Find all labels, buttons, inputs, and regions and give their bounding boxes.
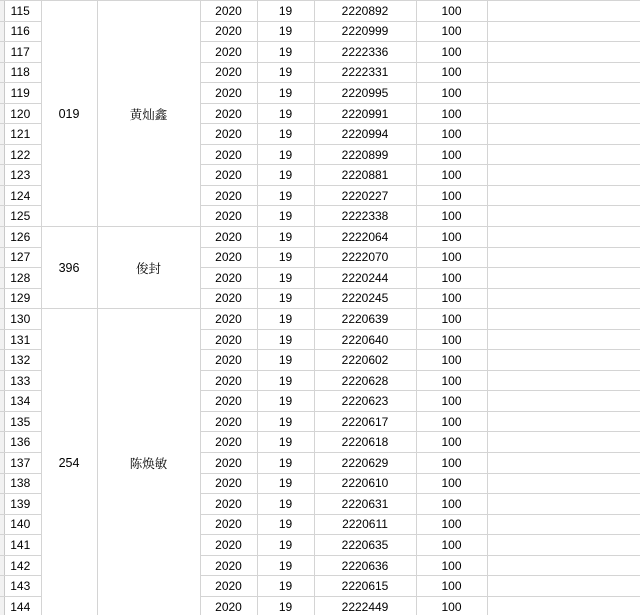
grade-cell[interactable]: 19: [257, 124, 314, 145]
empty-cell[interactable]: [487, 596, 640, 615]
score-cell[interactable]: 100: [416, 185, 487, 206]
grade-cell[interactable]: 19: [257, 42, 314, 63]
row-number-cell[interactable]: 122: [0, 144, 41, 165]
id-cell[interactable]: 2220991: [314, 103, 416, 124]
row-number-cell[interactable]: 123: [0, 165, 41, 186]
grade-cell[interactable]: 19: [257, 494, 314, 515]
score-cell[interactable]: 100: [416, 453, 487, 474]
grade-cell[interactable]: 19: [257, 144, 314, 165]
row-number-cell[interactable]: 116: [0, 21, 41, 42]
empty-cell[interactable]: [487, 268, 640, 289]
id-cell[interactable]: 2220610: [314, 473, 416, 494]
empty-cell[interactable]: [487, 247, 640, 268]
grade-cell[interactable]: 19: [257, 103, 314, 124]
table-row: [0, 227, 640, 248]
id-cell[interactable]: 2220623: [314, 391, 416, 412]
id-cell[interactable]: 2220227: [314, 185, 416, 206]
empty-cell[interactable]: [487, 494, 640, 515]
empty-cell[interactable]: [487, 329, 640, 350]
group-name-cell[interactable]: 陈焕敏: [97, 309, 200, 615]
row-number-cell[interactable]: 128: [0, 268, 41, 289]
id-cell[interactable]: 2220245: [314, 288, 416, 309]
score-cell[interactable]: 100: [416, 370, 487, 391]
empty-cell[interactable]: [487, 391, 640, 412]
score-cell[interactable]: 100: [416, 227, 487, 248]
grade-cell[interactable]: 19: [257, 309, 314, 330]
score-cell[interactable]: 100: [416, 21, 487, 42]
score-cell[interactable]: 100: [416, 42, 487, 63]
id-cell[interactable]: 2220881: [314, 165, 416, 186]
grade-cell[interactable]: 19: [257, 62, 314, 83]
score-cell[interactable]: 100: [416, 514, 487, 535]
row-number-cell[interactable]: 143: [0, 576, 41, 597]
year-cell[interactable]: 2020: [200, 165, 257, 186]
id-cell[interactable]: 2220994: [314, 124, 416, 145]
row-number-cell[interactable]: 119: [0, 83, 41, 104]
id-cell[interactable]: 2220639: [314, 309, 416, 330]
empty-cell[interactable]: [487, 83, 640, 104]
id-cell[interactable]: 2220628: [314, 370, 416, 391]
id-cell[interactable]: 2220636: [314, 555, 416, 576]
year-cell[interactable]: 2020: [200, 309, 257, 330]
grade-cell[interactable]: 19: [257, 329, 314, 350]
id-cell[interactable]: 2222064: [314, 227, 416, 248]
grade-cell[interactable]: 19: [257, 185, 314, 206]
score-cell[interactable]: 100: [416, 144, 487, 165]
grade-cell[interactable]: 19: [257, 535, 314, 556]
year-cell[interactable]: 2020: [200, 555, 257, 576]
empty-cell[interactable]: [487, 165, 640, 186]
row-number-cell[interactable]: 115: [0, 1, 41, 22]
grade-cell[interactable]: 19: [257, 453, 314, 474]
empty-cell[interactable]: [487, 124, 640, 145]
score-cell[interactable]: 100: [416, 288, 487, 309]
score-cell[interactable]: 100: [416, 535, 487, 556]
grade-cell[interactable]: 19: [257, 247, 314, 268]
empty-cell[interactable]: [487, 370, 640, 391]
year-cell[interactable]: 2020: [200, 350, 257, 371]
grade-cell[interactable]: 19: [257, 514, 314, 535]
empty-cell[interactable]: [487, 473, 640, 494]
empty-cell[interactable]: [487, 42, 640, 63]
grade-cell[interactable]: 19: [257, 227, 314, 248]
row-number-cell[interactable]: 131: [0, 329, 41, 350]
row-number-cell[interactable]: 129: [0, 288, 41, 309]
year-cell[interactable]: 2020: [200, 42, 257, 63]
empty-cell[interactable]: [487, 21, 640, 42]
id-cell[interactable]: 2220618: [314, 432, 416, 453]
year-cell[interactable]: 2020: [200, 206, 257, 227]
row-number-cell[interactable]: 134: [0, 391, 41, 412]
year-cell[interactable]: 2020: [200, 1, 257, 22]
grade-cell[interactable]: 19: [257, 576, 314, 597]
id-cell[interactable]: 2220615: [314, 576, 416, 597]
id-cell[interactable]: 2220631: [314, 494, 416, 515]
group-code-cell[interactable]: 254: [41, 309, 97, 615]
row-number-cell[interactable]: 136: [0, 432, 41, 453]
id-cell[interactable]: 2220629: [314, 453, 416, 474]
score-cell[interactable]: 100: [416, 103, 487, 124]
empty-cell[interactable]: [487, 309, 640, 330]
row-number-cell[interactable]: 125: [0, 206, 41, 227]
row-number-cell[interactable]: 117: [0, 42, 41, 63]
row-number-cell[interactable]: 140: [0, 514, 41, 535]
score-cell[interactable]: 100: [416, 268, 487, 289]
row-number-cell[interactable]: 142: [0, 555, 41, 576]
grade-cell[interactable]: 19: [257, 165, 314, 186]
score-cell[interactable]: 100: [416, 329, 487, 350]
group-name-cell[interactable]: 黄灿鑫: [97, 1, 200, 227]
id-cell[interactable]: 2222338: [314, 206, 416, 227]
row-number-cell[interactable]: 120: [0, 103, 41, 124]
empty-cell[interactable]: [487, 1, 640, 22]
id-cell[interactable]: 2220995: [314, 83, 416, 104]
score-cell[interactable]: 100: [416, 124, 487, 145]
empty-cell[interactable]: [487, 185, 640, 206]
year-cell[interactable]: 2020: [200, 62, 257, 83]
empty-cell[interactable]: [487, 514, 640, 535]
score-cell[interactable]: 100: [416, 596, 487, 615]
empty-cell[interactable]: [487, 453, 640, 474]
id-cell[interactable]: 2222070: [314, 247, 416, 268]
score-cell[interactable]: 100: [416, 391, 487, 412]
grade-cell[interactable]: 19: [257, 370, 314, 391]
empty-cell[interactable]: [487, 206, 640, 227]
score-cell[interactable]: 100: [416, 555, 487, 576]
year-cell[interactable]: 2020: [200, 21, 257, 42]
id-cell[interactable]: 2220999: [314, 21, 416, 42]
year-cell[interactable]: 2020: [200, 391, 257, 412]
year-cell[interactable]: 2020: [200, 83, 257, 104]
year-cell[interactable]: 2020: [200, 494, 257, 515]
grade-cell[interactable]: 19: [257, 350, 314, 371]
id-cell[interactable]: 2222336: [314, 42, 416, 63]
empty-cell[interactable]: [487, 62, 640, 83]
year-cell[interactable]: 2020: [200, 268, 257, 289]
grade-cell[interactable]: 19: [257, 21, 314, 42]
empty-cell[interactable]: [487, 555, 640, 576]
row-number-cell[interactable]: 124: [0, 185, 41, 206]
year-cell[interactable]: 2020: [200, 124, 257, 145]
row-number-cell[interactable]: 137: [0, 453, 41, 474]
row-number-cell[interactable]: 130: [0, 309, 41, 330]
row-number-cell[interactable]: 126: [0, 227, 41, 248]
id-cell[interactable]: 2222449: [314, 596, 416, 615]
group-name-cell[interactable]: 俊封: [97, 227, 200, 309]
grade-cell[interactable]: 19: [257, 1, 314, 22]
empty-cell[interactable]: [487, 103, 640, 124]
id-cell[interactable]: 2220640: [314, 329, 416, 350]
year-cell[interactable]: 2020: [200, 453, 257, 474]
id-cell[interactable]: 2220617: [314, 411, 416, 432]
year-cell[interactable]: 2020: [200, 227, 257, 248]
year-cell[interactable]: 2020: [200, 144, 257, 165]
grade-cell[interactable]: 19: [257, 473, 314, 494]
score-cell[interactable]: 100: [416, 494, 487, 515]
row-number-cell[interactable]: 118: [0, 62, 41, 83]
empty-cell[interactable]: [487, 432, 640, 453]
row-number-cell[interactable]: 144: [0, 596, 41, 615]
score-cell[interactable]: 100: [416, 432, 487, 453]
year-cell[interactable]: 2020: [200, 288, 257, 309]
year-cell[interactable]: 2020: [200, 473, 257, 494]
score-cell[interactable]: 100: [416, 247, 487, 268]
year-cell[interactable]: 2020: [200, 103, 257, 124]
year-cell[interactable]: 2020: [200, 576, 257, 597]
year-cell[interactable]: 2020: [200, 370, 257, 391]
year-cell[interactable]: 2020: [200, 596, 257, 615]
row-number-cell[interactable]: 141: [0, 535, 41, 556]
score-cell[interactable]: 100: [416, 411, 487, 432]
row-number-cell[interactable]: 121: [0, 124, 41, 145]
score-cell[interactable]: 100: [416, 309, 487, 330]
group-code-cell[interactable]: 019: [41, 1, 97, 227]
grade-cell[interactable]: 19: [257, 411, 314, 432]
empty-cell[interactable]: [487, 144, 640, 165]
year-cell[interactable]: 2020: [200, 535, 257, 556]
row-number-cell[interactable]: 127: [0, 247, 41, 268]
year-cell[interactable]: 2020: [200, 329, 257, 350]
score-cell[interactable]: 100: [416, 206, 487, 227]
score-cell[interactable]: 100: [416, 83, 487, 104]
year-cell[interactable]: 2020: [200, 247, 257, 268]
grade-cell[interactable]: 19: [257, 288, 314, 309]
grade-cell[interactable]: 19: [257, 555, 314, 576]
score-cell[interactable]: 100: [416, 62, 487, 83]
score-cell[interactable]: 100: [416, 576, 487, 597]
group-code-cell[interactable]: 396: [41, 227, 97, 309]
grade-cell[interactable]: 19: [257, 391, 314, 412]
row-number-cell[interactable]: 139: [0, 494, 41, 515]
id-cell[interactable]: 2220602: [314, 350, 416, 371]
row-number-cell[interactable]: 138: [0, 473, 41, 494]
grade-cell[interactable]: 19: [257, 268, 314, 289]
grade-cell[interactable]: 19: [257, 83, 314, 104]
empty-cell[interactable]: [487, 350, 640, 371]
grade-cell[interactable]: 19: [257, 206, 314, 227]
grade-cell[interactable]: 19: [257, 596, 314, 615]
empty-cell[interactable]: [487, 411, 640, 432]
score-cell[interactable]: 100: [416, 165, 487, 186]
row-number-cell[interactable]: 133: [0, 370, 41, 391]
id-cell[interactable]: 2222331: [314, 62, 416, 83]
row-number-cell[interactable]: 135: [0, 411, 41, 432]
empty-cell[interactable]: [487, 288, 640, 309]
year-cell[interactable]: 2020: [200, 514, 257, 535]
grade-cell[interactable]: 19: [257, 432, 314, 453]
id-cell[interactable]: 2220635: [314, 535, 416, 556]
empty-cell[interactable]: [487, 576, 640, 597]
id-cell[interactable]: 2220611: [314, 514, 416, 535]
empty-cell[interactable]: [487, 227, 640, 248]
score-cell[interactable]: 100: [416, 350, 487, 371]
score-cell[interactable]: 100: [416, 473, 487, 494]
empty-cell[interactable]: [487, 535, 640, 556]
year-cell[interactable]: 2020: [200, 411, 257, 432]
table-row: [0, 309, 640, 330]
id-cell[interactable]: 2220244: [314, 268, 416, 289]
id-cell[interactable]: 2220892: [314, 1, 416, 22]
id-cell[interactable]: 2220899: [314, 144, 416, 165]
score-cell[interactable]: 100: [416, 1, 487, 22]
row-number-cell[interactable]: 132: [0, 350, 41, 371]
year-cell[interactable]: 2020: [200, 432, 257, 453]
table-row: [0, 1, 640, 22]
year-cell[interactable]: 2020: [200, 185, 257, 206]
